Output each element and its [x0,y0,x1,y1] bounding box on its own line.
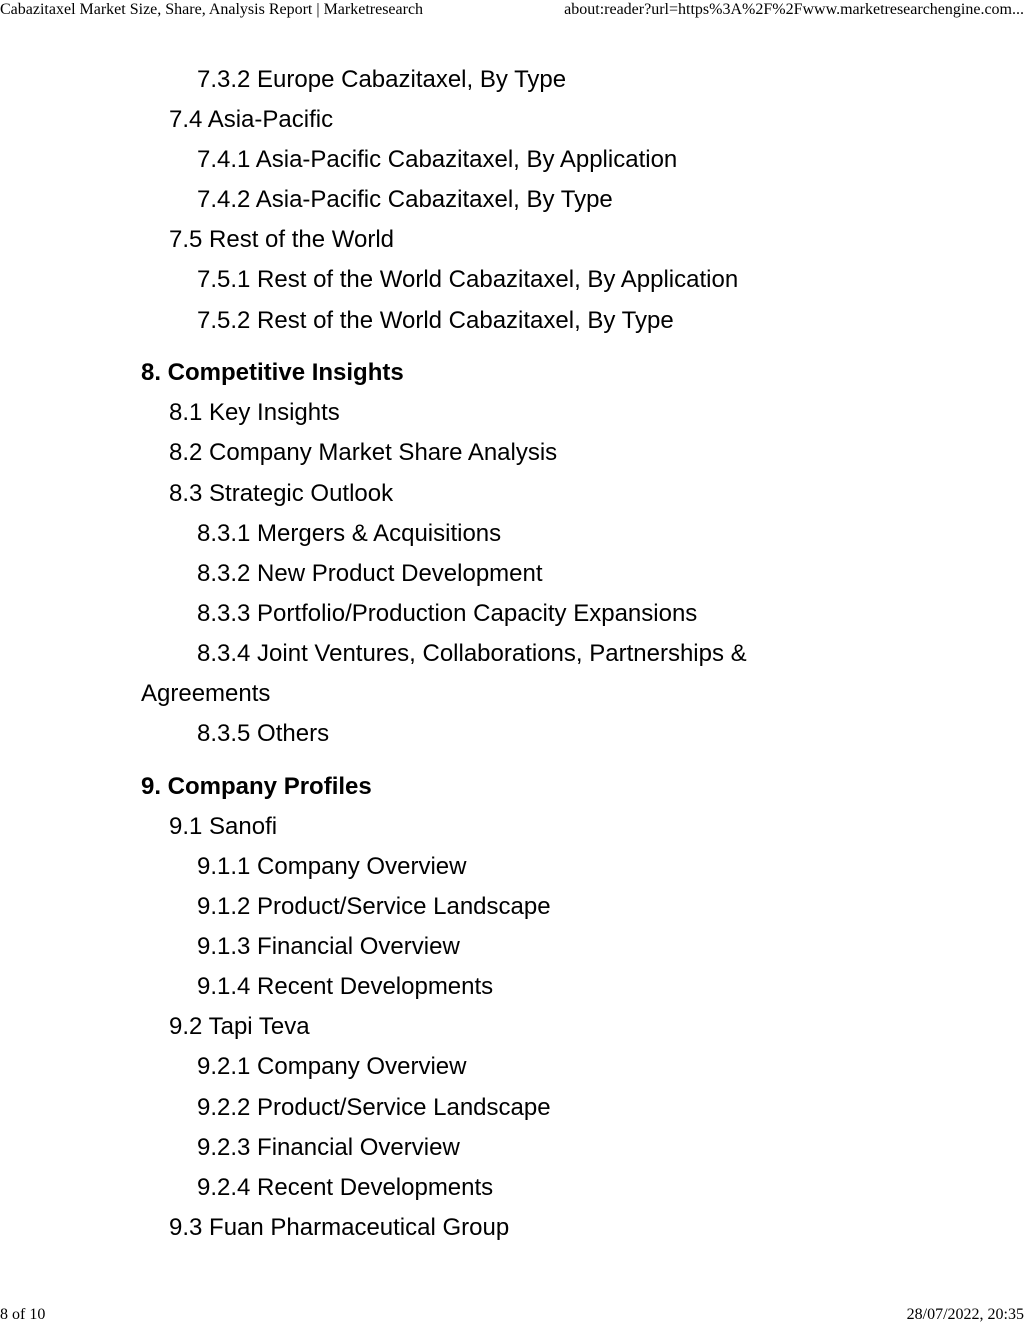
toc-item-7-4: 7.4 Asia-Pacific [169,106,334,134]
toc-item-7-4-2: 7.4.2 Asia-Pacific Cabazitaxel, By Type [197,186,613,214]
toc-item-9-1-4: 9.1.4 Recent Developments [197,973,494,1001]
section-heading-8: 8. Competitive Insights [141,359,404,387]
toc-item-8-3-5: 8.3.5 Others [197,720,330,748]
toc-item-9-1: 9.1 Sanofi [169,812,278,840]
toc-item-8-3: 8.3 Strategic Outlook [169,479,394,507]
toc-item-7-5: 7.5 Rest of the World [169,226,394,254]
toc-item-8-1: 8.1 Key Insights [169,399,340,427]
print-header [0,0,1024,20]
toc-item-9-2-3: 9.2.3 Financial Overview [197,1133,460,1161]
toc-item-7-5-1: 7.5.1 Rest of the World Cabazitaxel, By Application [197,266,739,294]
toc-item-9-1-3: 9.1.3 Financial Overview [197,933,460,961]
toc-item-8-3-3: 8.3.3 Portfolio/Production Capacity Expansions [197,599,698,627]
toc-item-7-3-2: 7.3.2 Europe Cabazitaxel, By Type [197,66,567,93]
toc-item-8-2: 8.2 Company Market Share Analysis [169,439,558,467]
toc-item-9-1-1: 9.1.1 Company Overview [197,852,467,880]
toc-item-8-3-4-continued: Agreements [141,680,271,707]
toc-item-9-2-4: 9.2.4 Recent Developments [197,1173,494,1201]
print-datetime: 28/07/2022, 20:35 [906,1306,1024,1323]
page-number: 8 of 10 [0,1306,46,1323]
page-url: about:reader?url=https%3A%2F%2Fwww.marketresearchengine.com... [564,1,1024,18]
toc-item-7-5-2: 7.5.2 Rest of the World Cabazitaxel, By Type [197,306,674,334]
toc-item-9-2-2: 9.2.2 Product/Service Landscape [197,1093,551,1121]
toc-item-8-3-4: 8.3.4 Joint Ventures, Collaborations, Partnerships & [197,639,747,667]
toc-item-9-2-1: 9.2.1 Company Overview [197,1053,467,1081]
toc-item-8-3-2: 8.3.2 New Product Development [197,559,543,587]
toc-item-9-3: 9.3 Fuan Pharmaceutical Group [169,1213,510,1241]
table-of-contents [141,60,801,1248]
toc-item-7-4-1: 7.4.1 Asia-Pacific Cabazitaxel, By Application [197,146,678,174]
toc-item-9-1-2: 9.1.2 Product/Service Landscape [197,893,551,921]
section-heading-9: 9. Company Profiles [141,772,372,800]
toc-item-8-3-1: 8.3.1 Mergers & Acquisitions [197,519,502,547]
print-footer [0,1305,1024,1325]
toc-item-9-2: 9.2 Tapi Teva [169,1013,310,1041]
page-title: Cabazitaxel Market Size, Share, Analysis Report | Marketresearch [0,1,424,18]
